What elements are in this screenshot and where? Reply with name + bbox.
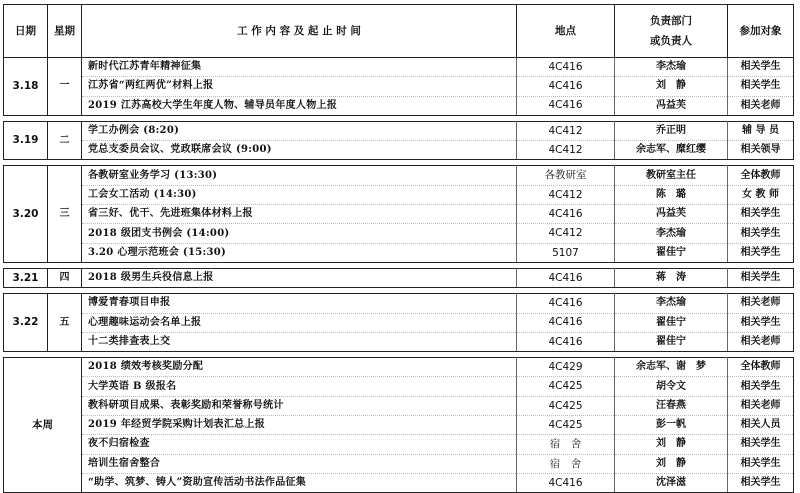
- header-responsible: [615, 5, 728, 58]
- table-row: [4, 416, 794, 435]
- responsible-cell: 教研室主任: [615, 166, 728, 185]
- weekday-cell: 三: [48, 166, 82, 262]
- header-content: 工 作 内 容 及 起 止 时 间: [82, 5, 517, 58]
- responsible-cell: 刘 静: [615, 77, 728, 96]
- location-cell: 4C412: [517, 224, 615, 243]
- table-row: [4, 166, 794, 185]
- location-cell: 4C416: [517, 294, 615, 313]
- task-content-cell: 2019 江苏高校大学生年度人物、辅导员年度人物上报: [82, 96, 517, 115]
- task-content-cell: 新时代江苏青年精神征集: [82, 58, 517, 77]
- participants-cell: 相关学生: [728, 435, 794, 454]
- table-row: [4, 435, 794, 454]
- location-cell: 4C429: [517, 358, 615, 377]
- location-cell: 4C416: [517, 77, 615, 96]
- location-cell: 4C416: [517, 205, 615, 224]
- date-cell: 3.22: [4, 294, 48, 352]
- task-content-cell: 培训生宿舍整合: [82, 454, 517, 473]
- task-content-cell: 省三好、优干、先进班集体材料上报: [82, 205, 517, 224]
- task-content-cell: 夜不归宿检查: [82, 435, 517, 454]
- participants-cell: 相关老师: [728, 396, 794, 415]
- header-responsible-line2: 或负责人: [650, 34, 692, 47]
- responsible-cell: 李杰瑜: [615, 224, 728, 243]
- date-cell: 3.19: [4, 121, 48, 160]
- table-row: [4, 332, 794, 351]
- participants-cell: 相关学生: [728, 243, 794, 262]
- participants-cell: 相关学生: [728, 313, 794, 332]
- task-content-cell: 工会女工活动 (14:30): [82, 185, 517, 204]
- weekday-cell: 一: [48, 58, 82, 116]
- task-content-cell: 博爱青春项目申报: [82, 294, 517, 313]
- participants-cell: 相关学生: [728, 454, 794, 473]
- participants-cell: 相关学生: [728, 77, 794, 96]
- responsible-cell: 冯益芙: [615, 205, 728, 224]
- table-row: [4, 454, 794, 473]
- table-row: [4, 268, 794, 287]
- weekday-cell: 四: [48, 268, 82, 287]
- responsible-cell: 汪春燕: [615, 396, 728, 415]
- task-content-cell: 教科研项目成果、表彰奖励和荣誉称号统计: [82, 396, 517, 415]
- location-cell: 4C416: [517, 473, 615, 492]
- task-content-cell: 2019 年经贸学院采购计划表汇总上报: [82, 416, 517, 435]
- table-row: [4, 224, 794, 243]
- task-content-cell: 大学英语 B 级报名: [82, 377, 517, 396]
- location-cell: 5107: [517, 243, 615, 262]
- table-row: [4, 377, 794, 396]
- header-week: 星期: [48, 5, 82, 58]
- task-content-cell: 党总支委员会议、党政联席会议 (9:00): [82, 141, 517, 160]
- date-cell: 3.20: [4, 166, 48, 262]
- table-row: [4, 313, 794, 332]
- location-cell: 4C412: [517, 141, 615, 160]
- responsible-cell: 李杰瑜: [615, 58, 728, 77]
- participants-cell: 相关学生: [728, 224, 794, 243]
- task-content-cell: 心理趣味运动会名单上报: [82, 313, 517, 332]
- weekday-cell: 五: [48, 294, 82, 352]
- task-content-cell: 3.20 心理示范班会 (15:30): [82, 243, 517, 262]
- responsible-cell: 翟佳宁: [615, 332, 728, 351]
- responsible-cell: 乔正明: [615, 121, 728, 140]
- table-row: [4, 396, 794, 415]
- participants-cell: 相关老师: [728, 332, 794, 351]
- location-cell: 4C416: [517, 268, 615, 287]
- table-row: [4, 205, 794, 224]
- participants-cell: 相关领导: [728, 141, 794, 160]
- schedule-body: [4, 58, 794, 493]
- responsible-cell: 彭一帆: [615, 416, 728, 435]
- task-content-cell: 江苏省“两红两优”材料上报: [82, 77, 517, 96]
- location-cell: 4C425: [517, 396, 615, 415]
- participants-cell: 相关老师: [728, 294, 794, 313]
- date-cell: 3.18: [4, 58, 48, 116]
- participants-cell: 相关学生: [728, 377, 794, 396]
- responsible-cell: 余志军、谢 梦: [615, 358, 728, 377]
- location-cell: 4C416: [517, 313, 615, 332]
- table-row: [4, 121, 794, 140]
- date-cell: 本周: [4, 358, 82, 493]
- location-cell: 宿 舍: [517, 454, 615, 473]
- header-date: 日期: [4, 5, 48, 58]
- header-location: 地点: [517, 5, 615, 58]
- task-content-cell: 十二类排查表上交: [82, 332, 517, 351]
- location-cell: 4C416: [517, 58, 615, 77]
- task-content-cell: 各教研室业务学习 (13:30): [82, 166, 517, 185]
- participants-cell: 相关老师: [728, 96, 794, 115]
- participants-cell: 全体教师: [728, 166, 794, 185]
- participants-cell: 辅 导 员: [728, 121, 794, 140]
- location-cell: 4C412: [517, 185, 615, 204]
- task-content-cell: 学工办例会 (8:20): [82, 121, 517, 140]
- location-cell: 4C425: [517, 377, 615, 396]
- table-row: [4, 58, 794, 77]
- table-row: [4, 185, 794, 204]
- participants-cell: 相关学生: [728, 205, 794, 224]
- participants-cell: 相关人员: [728, 416, 794, 435]
- responsible-cell: 陈 璐: [615, 185, 728, 204]
- header-row: [4, 5, 794, 58]
- responsible-cell: 翟佳宁: [615, 243, 728, 262]
- table-row: [4, 77, 794, 96]
- participants-cell: 相关学生: [728, 58, 794, 77]
- location-cell: 宿 舍: [517, 435, 615, 454]
- location-cell: 4C412: [517, 121, 615, 140]
- participants-cell: 全体教师: [728, 358, 794, 377]
- task-content-cell: 2018 绩效考核奖励分配: [82, 358, 517, 377]
- header-responsible-line1: 负责部门: [650, 15, 692, 27]
- task-content-cell: 2018 级男生兵役信息上报: [82, 268, 517, 287]
- location-cell: 4C416: [517, 332, 615, 351]
- responsible-cell: 刘 静: [615, 435, 728, 454]
- responsible-cell: 李杰瑜: [615, 294, 728, 313]
- responsible-cell: 沈泽滋: [615, 473, 728, 492]
- location-cell: 各教研室: [517, 166, 615, 185]
- task-content-cell: “助学、筑梦、铸人”资助宣传活动书法作品征集: [82, 473, 517, 492]
- participants-cell: 相关学生: [728, 268, 794, 287]
- responsible-cell: 蒋 涛: [615, 268, 728, 287]
- weekly-schedule-table: [3, 4, 794, 493]
- table-row: [4, 96, 794, 115]
- responsible-cell: 胡令文: [615, 377, 728, 396]
- responsible-cell: 余志军、糜红缨: [615, 141, 728, 160]
- responsible-cell: 翟佳宁: [615, 313, 728, 332]
- table-row: [4, 243, 794, 262]
- responsible-cell: 冯益芙: [615, 96, 728, 115]
- location-cell: 4C416: [517, 96, 615, 115]
- participants-cell: 相关学生: [728, 473, 794, 492]
- table-row: [4, 358, 794, 377]
- participants-cell: 女 教 师: [728, 185, 794, 204]
- header-participants: 参加对象: [728, 5, 794, 58]
- date-cell: 3.21: [4, 268, 48, 287]
- table-row: [4, 294, 794, 313]
- location-cell: 4C425: [517, 416, 615, 435]
- table-row: [4, 473, 794, 492]
- table-row: [4, 141, 794, 160]
- task-content-cell: 2018 级团支书例会 (14:00): [82, 224, 517, 243]
- weekday-cell: 二: [48, 121, 82, 160]
- responsible-cell: 刘 静: [615, 454, 728, 473]
